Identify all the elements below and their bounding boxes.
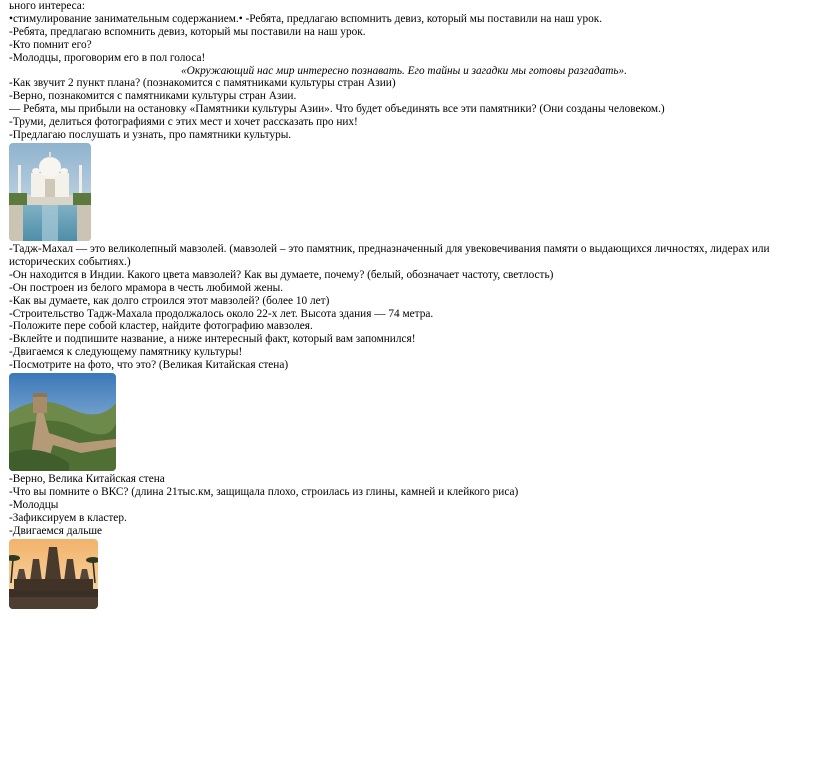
text-line: -Он построен из белого мрамора в честь любимой жены. (9, 281, 284, 294)
angkor-wat-photo (9, 539, 98, 609)
text-line: -Труми, делиться фотографиями с этих мест и хочет рассказать про них! (9, 116, 358, 129)
lesson-motto: «Окружающий нас мир интересно познавать. Его тайны и загадки мы готовы разгадать». (181, 64, 627, 77)
text-line: — Ребята, мы прибыли на остановку «Памятники культуры Азии». Что будет объединять все эти памятники? (Они созданы человеком.) (9, 103, 665, 116)
text-line: ьного интереса: (9, 0, 85, 12)
text-paragraph: -Тадж-Махал — это великолепный мавзолей. (мавзолей – это памятник, предназначенный для увековечивания памяти о выдающихся личностях, лидерах или исторических событиях.) (9, 242, 770, 268)
text-line: -Двигаемся дальше (9, 524, 103, 537)
text-line: -Молодцы (9, 498, 59, 511)
text-line: -Молодцы, проговорим его в пол голоса! (9, 51, 206, 64)
text-line: -Положите пере собой кластер, найдите фотографию мавзолея. (9, 320, 313, 333)
text-line: •стимулирование занимательным содержанием.• -Ребята, предлагаю вспомнить девиз, который мы поставили на наш урок. (9, 12, 603, 25)
great-wall-photo (9, 373, 116, 471)
text-line: -Кто помнит его? (9, 38, 92, 51)
text-line: -Верно, познакомится с памятниками культуры стран Азии. (9, 90, 297, 103)
text-line: -Предлагаю послушать и узнать, про памятники культуры. (9, 129, 292, 142)
text-line: -Строительство Тадж-Махала продолжалось около 22-х лет. Высота здания — 74 метра. (9, 307, 434, 320)
text-line: -Что вы помните о ВКС? (длина 21тыс.км, защищала плохо, строилась из глины, камней и клейкого риса) (9, 485, 519, 498)
text-line: -Как вы думаете, как долго строился этот мавзолей? (более 10 лет) (9, 294, 330, 307)
document-page (9, 0, 809, 611)
taj-mahal-photo (9, 143, 91, 241)
text-line: -Вклейте и подпишите название, а ниже интересный факт, который вам запомнился! (9, 333, 416, 346)
text-line: -Он находится в Индии. Какого цвета мавзолей? Как вы думаете, почему? (белый, обозначает частоту, светлость) (9, 268, 554, 281)
text-line: -Верно, Велика Китайская стена (9, 473, 165, 486)
text-line: -Как звучит 2 пункт плана? (познакомится с памятниками культуры стран Азии) (9, 77, 396, 90)
text-line: -Зафиксируем в кластер. (9, 511, 127, 524)
text-line: -Посмотрите на фото, что это? (Великая Китайская стена) (9, 359, 289, 372)
text-line: -Двигаемся к следующему памятнику культуры! (9, 346, 243, 359)
text-line: -Ребята, предлагаю вспомнить девиз, который мы поставили на наш урок. (9, 25, 366, 38)
